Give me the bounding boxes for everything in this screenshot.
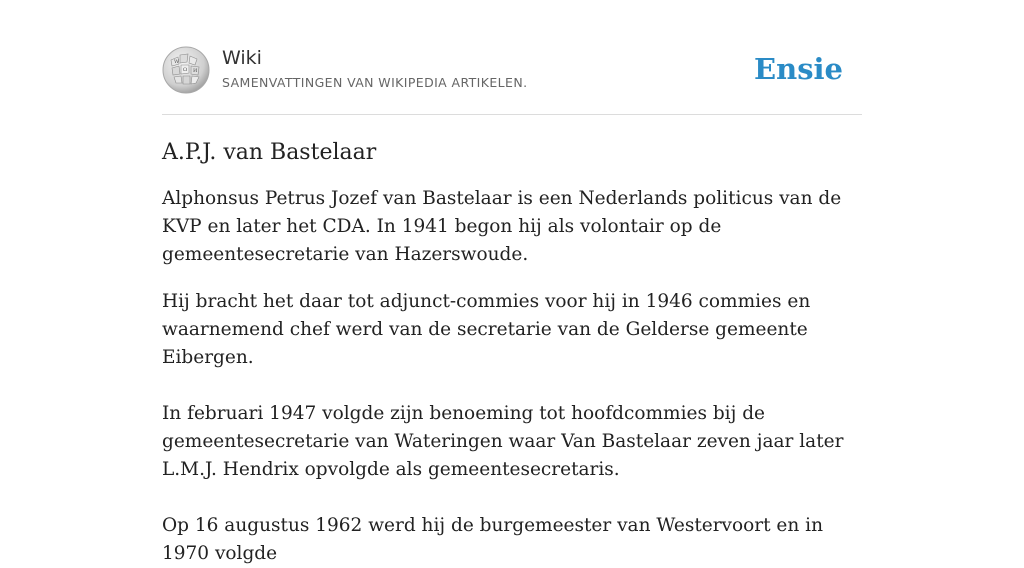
svg-text:И: И <box>193 68 198 74</box>
article-paragraph-4: Op 16 augustus 1962 werd hij de burgemeester van Westervoort en in 1970 volgde <box>162 515 824 564</box>
site-header <box>162 44 862 115</box>
site-title[interactable]: Wiki <box>222 47 262 69</box>
article-content <box>162 135 864 568</box>
wikipedia-globe-icon[interactable] <box>162 46 210 94</box>
article-paragraph-2: Hij bracht het daar tot adjunct-commies voor hij in 1946 commies en waarnemend chef werd van de secretarie van de Gelderse gemeente Eibergen. <box>162 291 811 368</box>
site-subtitle: SAMENVATTINGEN VAN WIKIPEDIA ARTIKELEN. <box>222 75 528 90</box>
article-paragraph-3: In februari 1947 volgde zijn benoeming tot hoofdcommies bij de gemeentesecretarie van Wateringen waar Van Bastelaar zeven jaar later L.M.J. Hendrix opvolgde als gemeentesecretaris. <box>162 403 844 480</box>
svg-text:W: W <box>174 59 180 65</box>
article-paragraph-1: Alphonsus Petrus Jozef van Bastelaar is een Nederlands politicus van de KVP en later het CDA. In 1941 begon hij als volontair op de gemeentesecretarie van Hazerswoude. <box>162 188 842 265</box>
article-title: A.P.J. van Bastelaar <box>162 140 377 165</box>
ensie-brand-link[interactable]: Ensie <box>754 52 843 86</box>
svg-text:Ω: Ω <box>183 67 188 73</box>
